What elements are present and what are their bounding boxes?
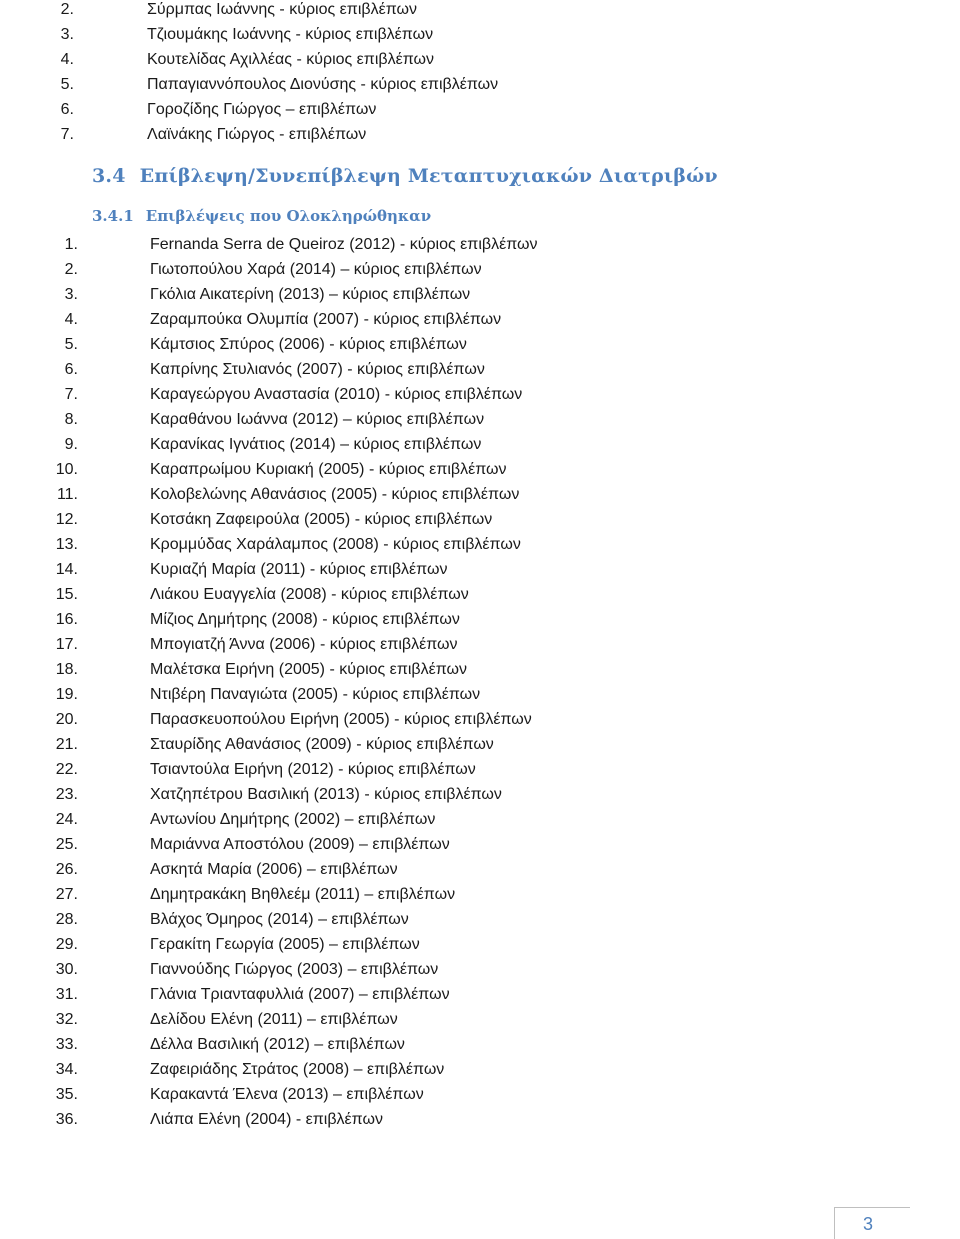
- subsection-number: 3.4.1: [92, 207, 134, 225]
- list-item-text: Σταυρίδης Αθανάσιος (2009) - κύριος επιβλέπων: [150, 736, 494, 753]
- list-item-text: Ζαραμπούκα Ολυμπία (2007) - κύριος επιβλέπων: [150, 311, 502, 328]
- list-item-number: 25.: [55, 836, 78, 853]
- list-item-number: 5.: [64, 336, 78, 353]
- list-item: [0, 232, 900, 257]
- list-item-text: Μαλέτσκα Ειρήνη (2005) - κύριος επιβλέπων: [150, 661, 468, 678]
- list-item-number: 32.: [55, 1011, 78, 1028]
- list-item-number: 36.: [55, 1111, 78, 1128]
- list-item: [0, 47, 900, 72]
- list-item-text: Τζιουμάκης Ιωάννης - κύριος επιβλέπων: [147, 26, 434, 43]
- list-item: [0, 707, 900, 732]
- list-item-text: Δέλλα Βασιλική (2012) – επιβλέπων: [150, 1036, 405, 1053]
- list-item-text: Καρανίκας Ιγνάτιος (2014) – κύριος επιβλέπων: [150, 436, 482, 453]
- list-item: [0, 757, 900, 782]
- list-item-number: 14.: [55, 561, 78, 578]
- list-item-text: Δημητρακάκη Βηθλεέμ (2011) – επιβλέπων: [150, 886, 456, 903]
- list-item: [0, 807, 900, 832]
- list-item: [0, 532, 900, 557]
- list-item-text: Λιάκου Ευαγγελία (2008) - κύριος επιβλέπων: [150, 586, 469, 603]
- list-item: [0, 22, 900, 47]
- list-item-number: 3.: [64, 286, 78, 303]
- list-item-number: 35.: [55, 1086, 78, 1103]
- list-item-text: Καραγεώργου Αναστασία (2010) - κύριος επιβλέπων: [150, 386, 523, 403]
- list-item-number: 22.: [55, 761, 78, 778]
- list-item-number: 21.: [55, 736, 78, 753]
- list-item: [0, 1107, 900, 1132]
- list-item-text: Μίζιος Δημήτρης (2008) - κύριος επιβλέπων: [150, 611, 460, 628]
- list-item-text: Ντιβέρη Παναγιώτα (2005) - κύριος επιβλέπων: [150, 686, 481, 703]
- list-item-text: Μπογιατζή Άννα (2006) - κύριος επιβλέπων: [150, 636, 458, 653]
- list-item: [0, 1032, 900, 1057]
- list-item-text: Γερακίτη Γεωργία (2005) – επιβλέπων: [150, 936, 420, 953]
- list-item: [0, 482, 900, 507]
- list-item-text: Κολοβελώνης Αθανάσιος (2005) - κύριος επιβλέπων: [150, 486, 520, 503]
- list-item-text: Fernanda Serra de Queiroz (2012) - κύριος επιβλέπων: [150, 236, 538, 253]
- list-item-number: 20.: [55, 711, 78, 728]
- list-item-number: 34.: [55, 1061, 78, 1078]
- subsection-title: Επιβλέψεις που Ολοκληρώθηκαν: [145, 207, 432, 225]
- list-item-number: 12.: [55, 511, 78, 528]
- list-item: [0, 1057, 900, 1082]
- list-item-text: Παρασκευοπούλου Ειρήνη (2005) - κύριος επιβλέπων: [150, 711, 532, 728]
- list-item-text: Γοροζίδης Γιώργος – επιβλέπων: [147, 101, 377, 118]
- list-item-text: Αντωνίου Δημήτρης (2002) – επιβλέπων: [150, 811, 436, 828]
- list-item-text: Κυριαζή Μαρία (2011) - κύριος επιβλέπων: [150, 561, 448, 578]
- list-item: [0, 257, 900, 282]
- list-item-text: Μαριάννα Αποστόλου (2009) – επιβλέπων: [150, 836, 450, 853]
- list-item-number: 30.: [55, 961, 78, 978]
- list-item-number: 33.: [55, 1036, 78, 1053]
- list-item: [0, 982, 900, 1007]
- list-item-text: Γλάνια Τριανταφυλλιά (2007) – επιβλέπων: [150, 986, 450, 1003]
- list-item-number: 31.: [55, 986, 78, 1003]
- list-item-text: Γκόλια Αικατερίνη (2013) – κύριος επιβλέπων: [150, 286, 471, 303]
- list-item: [0, 307, 900, 332]
- list-item-number: 1.: [64, 236, 78, 253]
- list-item-number: 18.: [55, 661, 78, 678]
- top-supervision-list: [0, 0, 900, 147]
- list-item-text: Παπαγιαννόπουλος Διονύσης - κύριος επιβλέπων: [147, 76, 499, 93]
- list-item: [0, 382, 900, 407]
- list-item-number: 16.: [55, 611, 78, 628]
- list-item: [0, 732, 900, 757]
- list-item-number: 15.: [55, 586, 78, 603]
- section-title: Επίβλεψη/Συνεπίβλεψη Μεταπτυχιακών Διατριβών: [139, 165, 718, 187]
- list-item-text: Γιωτοπούλου Χαρά (2014) – κύριος επιβλέπων: [150, 261, 482, 278]
- list-item-text: Καρακαντά Έλενα (2013) – επιβλέπων: [150, 1086, 424, 1103]
- list-item: [0, 657, 900, 682]
- list-item: [0, 432, 900, 457]
- list-item-text: Καραθάνου Ιωάννα (2012) – κύριος επιβλέπων: [150, 411, 485, 428]
- list-item: [0, 357, 900, 382]
- list-item: [0, 782, 900, 807]
- list-item: [0, 1082, 900, 1107]
- list-item-text: Λιάπα Ελένη (2004) - επιβλέπων: [150, 1111, 383, 1128]
- list-item: [0, 282, 900, 307]
- list-item-number: 7.: [64, 386, 78, 403]
- list-item-text: Τσιαντούλα Ειρήνη (2012) - κύριος επιβλέπων: [150, 761, 476, 778]
- list-item-text: Καπρίνης Στυλιανός (2007) - κύριος επιβλέπων: [150, 361, 485, 378]
- list-item: [0, 122, 900, 147]
- list-item-text: Σύρμπας Ιωάννης - κύριος επιβλέπων: [147, 1, 418, 18]
- list-item: [0, 97, 900, 122]
- list-item-number: 2.: [64, 261, 78, 278]
- list-item: [0, 557, 900, 582]
- list-item-text: Ζαφειριάδης Στράτος (2008) – επιβλέπων: [150, 1061, 445, 1078]
- list-item: [0, 457, 900, 482]
- list-item: [0, 507, 900, 532]
- list-item-text: Λαϊνάκης Γιώργος - επιβλέπων: [147, 126, 367, 143]
- list-item-number: 23.: [55, 786, 78, 803]
- list-item-number: 26.: [55, 861, 78, 878]
- list-item: [0, 882, 900, 907]
- list-item: [0, 682, 900, 707]
- list-item: [0, 582, 900, 607]
- list-item: [0, 72, 900, 97]
- list-item-text: Χατζηπέτρου Βασιλική (2013) - κύριος επιβλέπων: [150, 786, 502, 803]
- page-number: 3: [863, 1214, 874, 1234]
- list-item-number: 4.: [60, 51, 74, 68]
- list-item-number: 9.: [64, 436, 78, 453]
- list-item-number: 2.: [60, 1, 74, 18]
- list-item: [0, 907, 900, 932]
- list-item-text: Κάμτσιος Σπύρος (2006) - κύριος επιβλέπων: [150, 336, 467, 353]
- list-item-text: Κουτελίδας Αχιλλέας - κύριος επιβλέπων: [147, 51, 435, 68]
- list-item: [0, 607, 900, 632]
- list-item: [0, 332, 900, 357]
- list-item: [0, 832, 900, 857]
- list-item: [0, 632, 900, 657]
- list-item-number: 6.: [60, 101, 74, 118]
- list-item-text: Κρομμύδας Χαράλαμπος (2008) - κύριος επιβλέπων: [150, 536, 521, 553]
- list-item-number: 11.: [56, 486, 78, 503]
- list-item: [0, 1007, 900, 1032]
- list-item-number: 29.: [55, 936, 78, 953]
- list-item-text: Κοτσάκη Ζαφειρούλα (2005) - κύριος επιβλέπων: [150, 511, 493, 528]
- list-item-text: Δελίδου Ελένη (2011) – επιβλέπων: [150, 1011, 398, 1028]
- list-item-number: 5.: [60, 76, 74, 93]
- list-item-text: Ασκητά Μαρία (2006) – επιβλέπων: [150, 861, 398, 878]
- list-item: [0, 407, 900, 432]
- list-item: [0, 957, 900, 982]
- list-item: [0, 857, 900, 882]
- list-item-number: 10.: [55, 461, 78, 478]
- list-item-number: 7.: [60, 126, 74, 143]
- section-heading: [92, 165, 718, 187]
- list-item-number: 17.: [55, 636, 78, 653]
- list-item-number: 6.: [64, 361, 78, 378]
- list-item-text: Γιαννούδης Γιώργος (2003) – επιβλέπων: [150, 961, 439, 978]
- list-item-number: 28.: [55, 911, 78, 928]
- completed-supervisions-list: [0, 232, 900, 1132]
- list-item: [0, 0, 900, 22]
- list-item-number: 19.: [55, 686, 78, 703]
- list-item-number: 27.: [55, 886, 78, 903]
- list-item-text: Βλάχος Όμηρος (2014) – επιβλέπων: [150, 911, 409, 928]
- list-item-number: 13.: [55, 536, 78, 553]
- section-number: 3.4: [92, 165, 126, 187]
- list-item: [0, 932, 900, 957]
- list-item-number: 3.: [60, 26, 74, 43]
- list-item-text: Καραπρωίμου Κυριακή (2005) - κύριος επιβλέπων: [150, 461, 507, 478]
- subsection-heading: [92, 207, 431, 225]
- list-item-number: 4.: [64, 311, 78, 328]
- list-item-number: 24.: [55, 811, 78, 828]
- page-footer: [834, 1207, 910, 1239]
- list-item-number: 8.: [64, 411, 78, 428]
